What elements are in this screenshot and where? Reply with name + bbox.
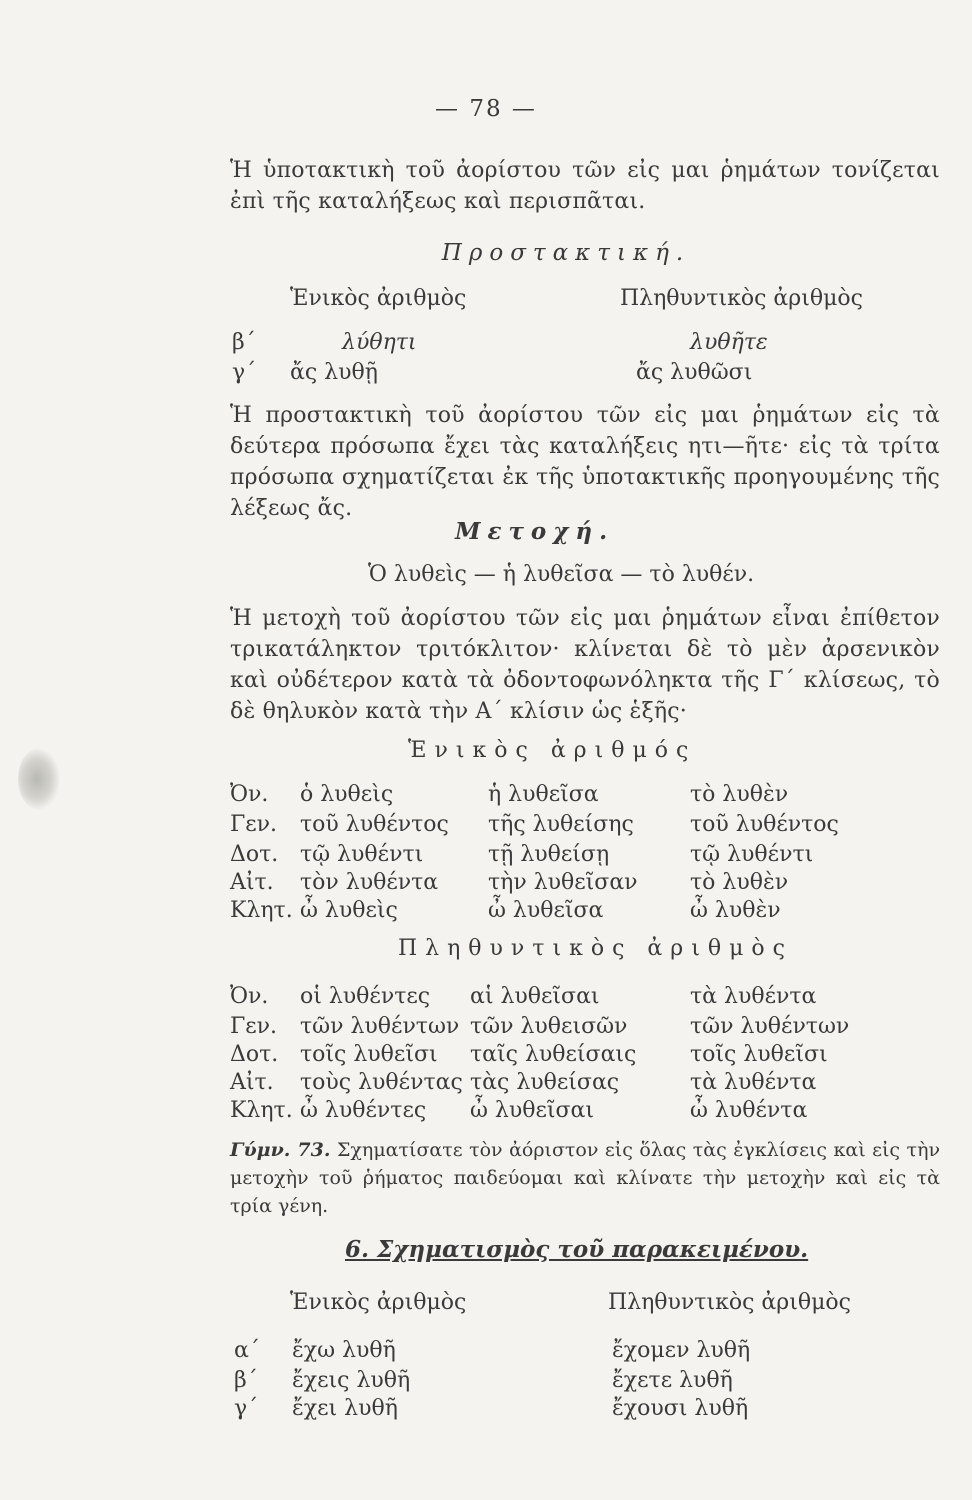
perfect-row-label: α΄	[234, 1338, 260, 1363]
masculine-form: ὦ λυθέντες	[300, 1098, 427, 1123]
case-label: Κλητ.	[230, 1098, 293, 1123]
masculine-form: οἱ λυθέντες	[300, 984, 431, 1009]
neuter-form: ὦ λυθὲν	[690, 898, 781, 923]
feminine-form: ταῖς λυθείσαις	[470, 1042, 637, 1067]
feminine-form: ὦ λυθεῖσα	[488, 898, 604, 923]
case-label: Ὀν.	[230, 782, 269, 807]
perfect-singular-form: ἔχεις λυθῆ	[292, 1368, 411, 1393]
paragraph-imperative-rule: Ἡ προστακτικὴ τοῦ ἀορίστου τῶν εἰς μαι ῥημάτων εἰς τὰ δεύτερα πρόσωπα ἔχει τὰς καταλήξεις ητι—ῆτε· εἰς τὰ τρίτα πρόσωπα σχηματίζεται ἐκ τῆς ὑποτακτικῆς προηγουμένης τῆς λέξεως ἄς.	[230, 403, 940, 521]
neuter-form: τῷ λυθέντι	[690, 842, 814, 867]
perfect-row-label: γ΄	[234, 1396, 259, 1421]
imperative-plural-form: λυθῆτε	[690, 330, 768, 355]
heading-imperative: Προστακτική.	[441, 240, 691, 266]
imperative-plural-header: Πληθυντικὸς ἀριθμὸς	[620, 286, 863, 311]
imperative-plural-form: ἄς λυθῶσι	[636, 360, 753, 385]
neuter-form: τοῖς λυθεῖσι	[690, 1042, 828, 1067]
feminine-form: τῆς λυθείσης	[488, 812, 634, 837]
imperative-singular-form: λύθητι	[342, 330, 417, 355]
case-label: Γεν.	[230, 812, 278, 837]
paragraph-participle-declension: Ἡ μετοχὴ τοῦ ἀορίστου τῶν εἰς μαι ῥημάτων εἶναι ἐπίθετον τρικατάληκτον τριτόκλιτον· κλίνεται δὲ τὸ μὲν ἀρσενικὸν καὶ οὐδέτερον κατὰ τὰ ὀδοντοφωνόληκτα τῆς Γ΄ κλίσεως, τὸ δὲ θηλυκὸν κατὰ τὴν Α΄ κλίσιν ὡς ἑξῆς·	[230, 606, 940, 724]
exercise-label: Γύμν. 73.	[230, 1139, 331, 1161]
imperative-singular-form: ἄς λυθῇ	[290, 360, 378, 385]
heading-singular: Ἑνικὸς ἀριθμός	[408, 738, 697, 763]
neuter-form: τὸ λυθὲν	[690, 870, 789, 895]
participle-forms: Ὁ λυθεὶς — ἡ λυθεῖσα — τὸ λυθέν.	[368, 562, 755, 587]
case-label: Κλητ.	[230, 898, 293, 923]
feminine-form: τῇ λυθείσῃ	[488, 842, 610, 867]
exercise-73	[230, 1136, 940, 1220]
page-number: — 78 —	[435, 96, 537, 122]
imperative-row-label: β΄	[232, 330, 256, 355]
case-label: Ὀν.	[230, 984, 269, 1009]
feminine-form: ὦ λυθεῖσαι	[470, 1098, 595, 1123]
neuter-form: τῶν λυθέντων	[690, 1014, 850, 1039]
neuter-form: τὰ λυθέντα	[690, 1070, 817, 1095]
exercise-text: Σχηματίσατε τὸν ἀόριστον εἰς ὅλας τὰς ἐγκλίσεις καὶ εἰς τὴν μετοχὴν τοῦ ῥήματος παιδεύομαι καὶ κλίνατε τὴν μετοχὴν καὶ εἰς τὰ τρία γένη.	[230, 1139, 941, 1217]
masculine-form: ὦ λυθεὶς	[300, 898, 398, 923]
case-label: Δοτ.	[230, 1042, 279, 1067]
case-label: Δοτ.	[230, 842, 279, 867]
masculine-form: τοῖς λυθεῖσι	[300, 1042, 438, 1067]
masculine-form: τῷ λυθέντι	[300, 842, 424, 867]
case-label: Γεν.	[230, 1014, 278, 1039]
neuter-form: τοῦ λυθέντος	[690, 812, 839, 837]
case-label: Αἰτ.	[230, 1070, 274, 1095]
paragraph-subjunctive-accent: Ἡ ὑποτακτικὴ τοῦ ἀορίστου τῶν εἰς μαι ῥημάτων τονίζεται ἐπὶ τῆς καταλήξεως καὶ περισπᾶται.	[230, 158, 940, 214]
masculine-form: τὸν λυθέντα	[300, 870, 439, 895]
feminine-form: αἱ λυθεῖσαι	[470, 984, 600, 1009]
perfect-plural-form: ἔχετε λυθῆ	[612, 1368, 733, 1393]
perfect-plural-header: Πληθυντικὸς ἀριθμὸς	[608, 1290, 851, 1315]
perfect-plural-form: ἔχομεν λυθῆ	[612, 1338, 751, 1363]
feminine-form: τῶν λυθεισῶν	[470, 1014, 628, 1039]
feminine-form: τὴν λυθεῖσαν	[488, 870, 638, 895]
neuter-form: τὸ λυθὲν	[690, 782, 789, 807]
perfect-singular-header: Ἑνικὸς ἀριθμὸς	[290, 1290, 467, 1315]
feminine-form: ἡ λυθεῖσα	[488, 782, 599, 807]
perfect-singular-form: ἔχω λυθῆ	[292, 1338, 396, 1363]
neuter-form: τὰ λυθέντα	[690, 984, 817, 1009]
heading-plural: Πληθυντικὸς ἀριθμὸς	[398, 936, 793, 961]
imperative-singular-header: Ἑνικὸς ἀριθμὸς	[290, 286, 467, 311]
case-label: Αἰτ.	[230, 870, 274, 895]
perfect-row-label: β΄	[234, 1368, 258, 1393]
perfect-singular-form: ἔχει λυθῆ	[292, 1396, 398, 1421]
heading-section-6: 6. Σχηματισμὸς τοῦ παρακειμένου.	[345, 1236, 809, 1263]
perfect-plural-form: ἔχουσι λυθῆ	[612, 1396, 749, 1421]
paper-stain	[18, 748, 60, 810]
masculine-form: ὁ λυθεὶς	[300, 782, 394, 807]
masculine-form: τῶν λυθέντων	[300, 1014, 460, 1039]
heading-participle: Μετοχή.	[455, 518, 615, 545]
masculine-form: τοὺς λυθέντας	[300, 1070, 463, 1095]
feminine-form: τὰς λυθείσας	[470, 1070, 620, 1095]
neuter-form: ὦ λυθέντα	[690, 1098, 808, 1123]
masculine-form: τοῦ λυθέντος	[300, 812, 449, 837]
imperative-row-label: γ΄	[232, 360, 257, 385]
